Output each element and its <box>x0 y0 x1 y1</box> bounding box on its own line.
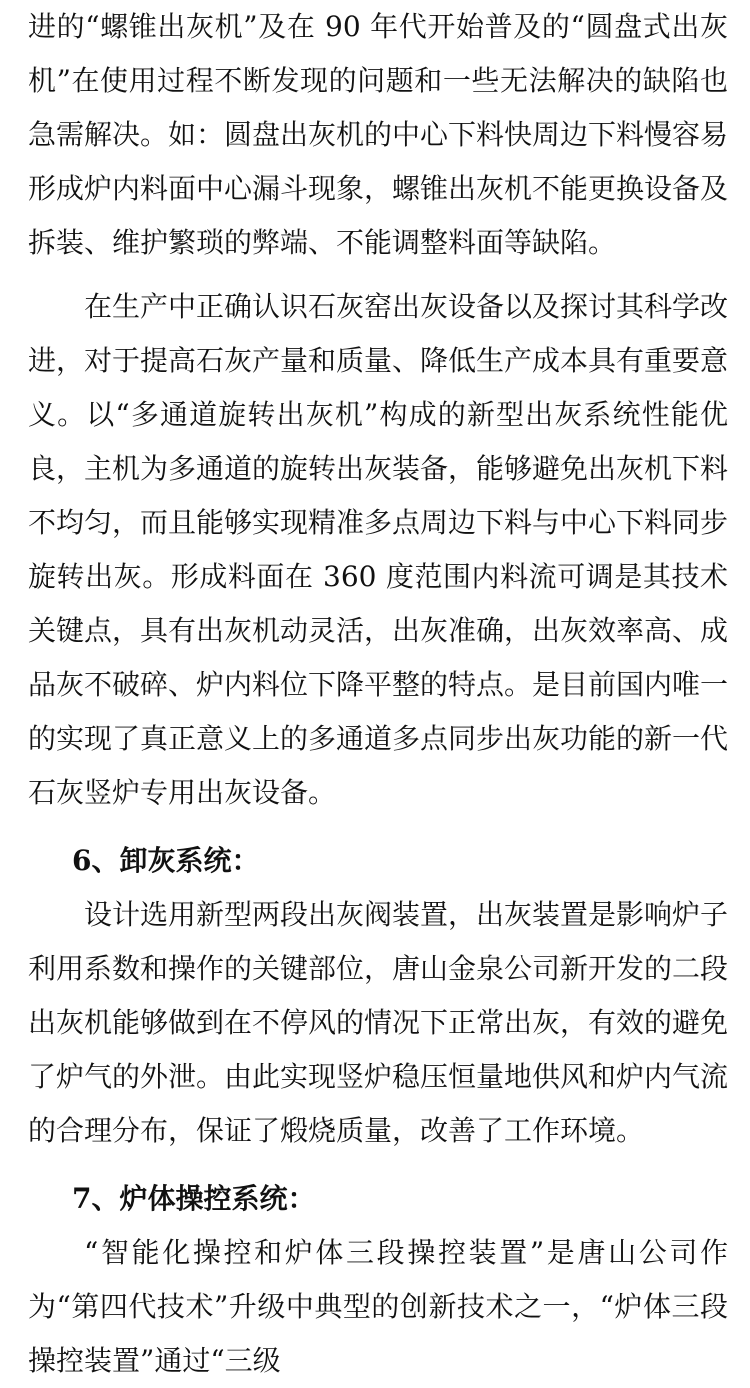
section-heading-furnace-control-system: 7、炉体操控系统： <box>72 1182 316 1215</box>
paragraph-multichannel-discharger: 在生产中正确认识石灰窑出灰设备以及探讨其科学改进，对于提高石灰产量和质量、降低生产成本具有重要意义。以“多通道旋转出灰机”构成的新型出灰系统性能优良，主机为多通道的旋转出灰装备，能够避免出灰机下料不均匀，而且能够实现精准多点周边下料与中心下料同步旋转出灰。形成料面在 360 度范围内料流可调是其技术关键点，具有出灰机动灵活，出灰准确，出灰效率高、成品灰不破碎、炉内料位下降平整的特点。是目前国内唯一的实现了真正意义上的多通道多点同步出灰功能的新一代石灰竖炉专用出灰设备。 <box>28 290 729 809</box>
paragraph-spacer <box>0 1158 750 1172</box>
paragraph-dust-discharger-defects: 进的“螺锥出灰机”及在 90 年代开始普及的“圆盘式出灰机”在使用过程不断发现的问题和一些无法解决的缺陷也急需解决。如：圆盘出灰机的中心下料快周边下料慢容易形成炉内料面中心漏斗现象，螺锥出灰机不能更换设备及拆装、维护繁琐的弊端、不能调整料面等缺陷。 <box>28 10 729 259</box>
paragraph-spacer <box>0 270 750 280</box>
paragraph-spacer <box>0 820 750 834</box>
paragraph-furnace-control-system: “智能化操控和炉体三段操控装置”是唐山公司作为“第四代技术”升级中典型的创新技术之一，“炉体三段操控装置”通过“三级 <box>28 1236 728 1377</box>
section-heading-unloading-system: 6、卸灰系统： <box>72 844 260 877</box>
paragraph-unloading-system: 设计选用新型两段出灰阀装置，出灰装置是影响炉子利用系数和操作的关键部位，唐山金泉公司新开发的二段出灰机能够做到在不停风的情况下正常出灰，有效的避免了炉气的外泄。由此实现竖炉稳压恒量地供风和炉内气流的合理分布，保证了煅烧质量，改善了工作环境。 <box>28 898 729 1147</box>
